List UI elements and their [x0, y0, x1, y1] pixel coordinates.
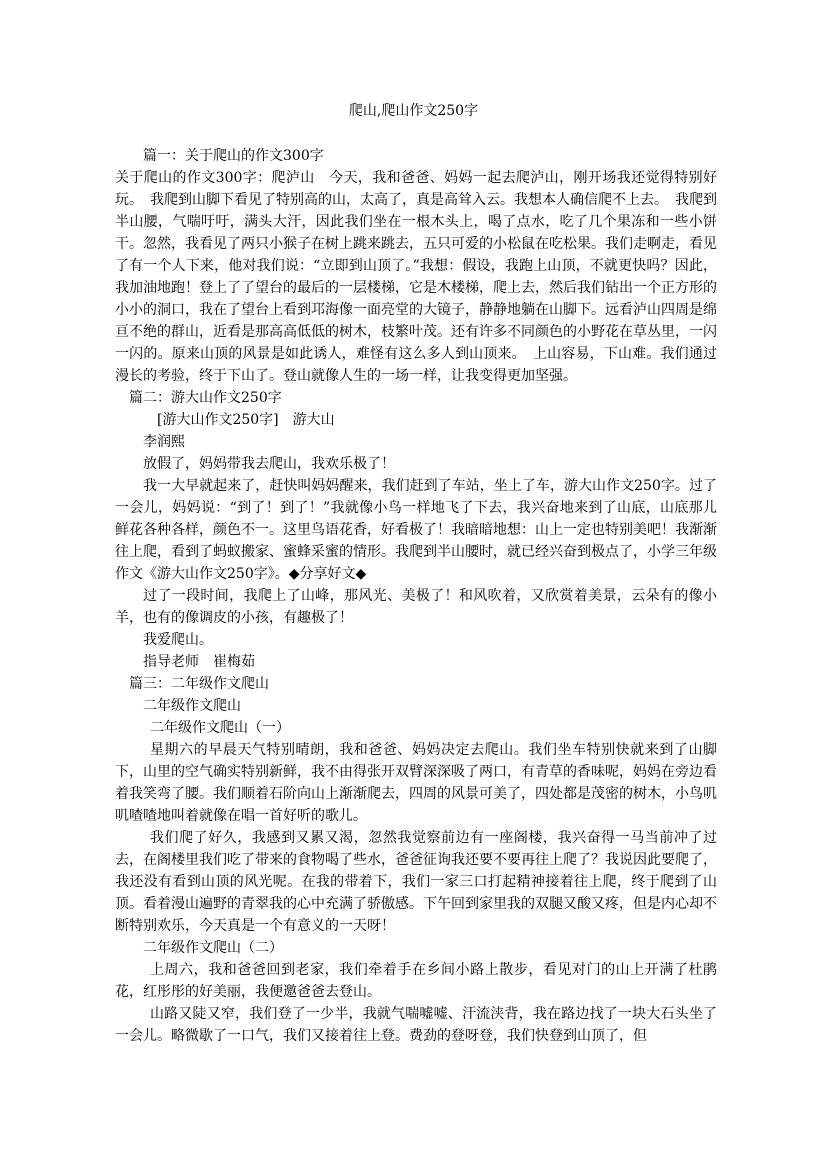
paragraph: 指导老师 崔梅茹: [143, 654, 255, 670]
paragraph: 过了一段时间，我爬上了山峰，那风光、美极了！和风吹着，又欣赏着美景，云朵有的像小羊，也有的像调皮的小孩，有趣极了！: [115, 588, 717, 626]
paragraph: 上周六，我和爸爸回到老家，我们牵着手在乡间小路上散步，看见对门的山上开满了杜鹃花，红彤彤的好美丽，我便邀爸爸去登山。: [115, 962, 717, 1000]
paragraph: 山路又陡又窄，我们登了一少半，我就气喘嘘嘘、汗流浃背，我在路边找了一块大石头坐了一会儿。略微歇了一口气，我们又接着往上登。费劲的登呀登，我们快登到山顶了，但: [115, 1006, 717, 1044]
paragraph: 篇三：二年级作文爬山: [129, 676, 269, 692]
paragraph: 星期六的早晨天气特别晴朗，我和爸爸、妈妈决定去爬山。我们坐车特别快就来到了山脚下，山里的空气确实特别新鲜，我不由得张开双臂深深吸了两口，有青草的香味呢，妈妈在旁边看着我笑弯了腰。我们顺着石阶向山上渐渐爬去，四周的风景可美了，四处都是茂密的树木，小鸟叽叽喳喳地叫着就像在唱一首好听的歌儿。: [115, 742, 717, 824]
document-body: [115, 145, 717, 1047]
paragraph: 我一大早就起来了，赶快叫妈妈醒来，我们赶到了车站，坐上了车，游大山作文250字。过了一会儿，妈妈说：“到了！到了！”我就像小鸟一样地飞了下去，我兴奋地来到了山底，山底那儿鲜花各种各样，颜色不一。这里鸟语花香，好看极了！我暗暗地想：山上一定也特别美吧！我渐渐往上爬，看到了蚂蚁搬家、蜜蜂采蜜的情形。我爬到半山腰时，就已经兴奋到极点了，小学三年级作文《游大山作文250字》。◆分享好文◆: [115, 478, 717, 582]
paragraph: 二年级作文爬山（一）: [150, 720, 290, 736]
paragraph: 篇一：关于爬山的作文300字: [143, 148, 324, 164]
paragraph: 关于爬山的作文300字：爬泸山 今天，我和爸爸、妈妈一起去爬泸山，刚开场我还觉得特别好玩。 我爬到山脚下看见了特别高的山，太高了，真是高耸入云。我想本人确信爬不上去。 我爬到半山腰，气喘吁吁，满头大汗，因此我们坐在一根木头上，喝了点水，吃了几个果冻和一些小饼干。忽然，我看见了两只小猴子在树上跳来跳去，五只可爱的小松鼠在吃松果。我们走啊走，看见了有一个人下来，他对我们说：“立即到山顶了。”我想：假设，我跑上山顶，不就更快吗？因此，我加油地跑！登上了了望台的最后的一层楼梯，它是木楼梯，爬上去，然后我们钻出一个正方形的小小的洞口，我在了望台上看到邛海像一面亮堂的大镜子，静静地躺在山脚下。远看泸山四周是绵亘不绝的群山，近看是那高高低低的树木，枝繁叶茂。还有许多不同颜色的小野花在草丛里，一闪一闪的。原来山顶的风景是如此诱人，难怪有这么多人到山顶来。 上山容易，下山难。我们通过漫长的考验，终于下山了。登山就像人生的一场一样，让我变得更加坚强。: [115, 170, 717, 384]
paragraph: 我们爬了好久，我感到又累又渴，忽然我觉察前边有一座阁楼，我兴奋得一马当前冲了过去，在阁楼里我们吃了带来的食物喝了些水，爸爸征询我还要不要再往上爬了？我说因此要爬了，我还没有看到山顶的风光呢。在我的带着下，我们一家三口打起精神接着往上爬，终于爬到了山顶。看着漫山遍野的青翠我的心中充满了骄傲感。下午回到家里我的双腿又酸又疼，但是内心却不断特别欢乐，今天真是一个有意义的一天呀！: [115, 830, 717, 934]
page-title: 爬山,爬山作文250字: [348, 103, 479, 119]
paragraph: 李润熙: [143, 434, 185, 450]
paragraph: 放假了，妈妈带我去爬山，我欢乐极了！: [143, 456, 395, 472]
paragraph: 篇二：游大山作文250字: [129, 390, 282, 406]
paragraph: [游大山作文250字] 游大山: [157, 412, 335, 428]
paragraph: 我爱爬山。: [143, 632, 213, 648]
paragraph: 二年级作文爬山: [143, 698, 241, 714]
paragraph: 二年级作文爬山（二）: [143, 940, 283, 956]
